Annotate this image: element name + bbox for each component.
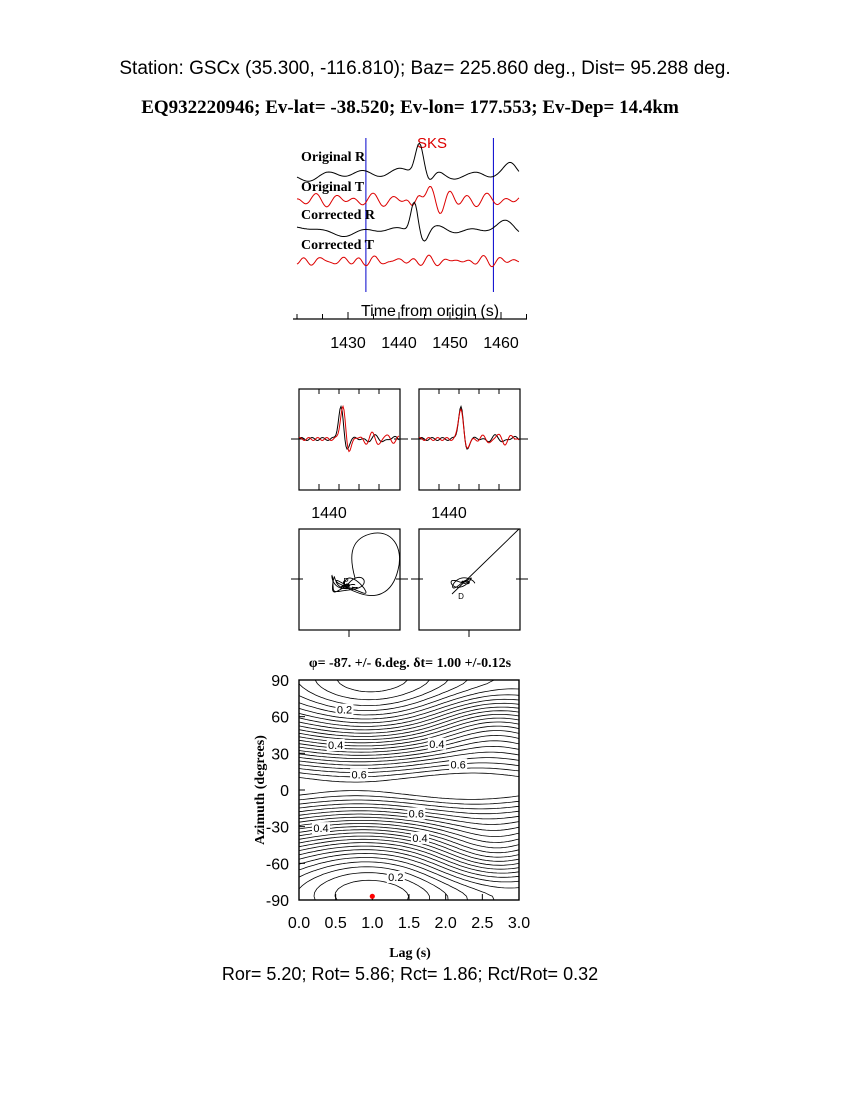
waveform-corrected-r [419, 407, 519, 450]
contour-line [299, 758, 519, 814]
waveform-tick-label-corrected: 1440 [431, 505, 467, 522]
energy-grid-panel [253, 656, 530, 961]
grid-y-tick-label: 0 [280, 783, 289, 800]
waveform-comparison-panels [291, 389, 528, 522]
time-tick-label: 1430 [330, 335, 366, 352]
grid-x-tick-label: 2.5 [471, 915, 494, 932]
waveform-frame-corrected [419, 389, 520, 490]
contour-line [299, 763, 519, 809]
particle-frame-corrected [419, 529, 520, 630]
trace-label-corrected-r: Corrected R [301, 208, 375, 223]
time-tick-label: 1460 [483, 335, 519, 352]
waveform-tick-label-original: 1440 [311, 505, 347, 522]
best-fit-marker [370, 894, 375, 899]
grid-y-tick-label: -30 [265, 819, 289, 837]
contour-line [299, 714, 519, 861]
particle-ticks [291, 579, 528, 637]
contour-label: 0.6 [450, 759, 466, 772]
trace-label-original-r: Original R [301, 150, 366, 165]
grid-y-tick-label: -90 [265, 893, 289, 910]
particle-motion-corrected [451, 529, 519, 594]
contour-lines [299, 680, 519, 900]
contour-label: 0.4 [412, 832, 428, 845]
grid-x-tick-label: 1.0 [361, 915, 384, 932]
contour-label: 0.2 [388, 872, 404, 884]
trace-label-original-t: Original T [301, 180, 365, 195]
grid-ylabel: Azimuth (degrees) [253, 735, 268, 845]
grid-x-tick-label: 0.0 [287, 915, 311, 932]
contour-label: 0.2 [336, 704, 353, 717]
grid-x-tick-label: 1.5 [397, 915, 421, 932]
waveform-corrected-t [419, 409, 519, 448]
contour-label: 0.4 [328, 740, 344, 752]
grid-y-tick-label: 90 [271, 673, 289, 690]
particle-frame-original [299, 529, 400, 630]
waveform-original-r [299, 407, 399, 450]
contour-label: 0.6 [351, 769, 367, 782]
grid-y-tick-label: -60 [265, 856, 289, 874]
contour-line [299, 699, 519, 877]
time-tick-label: 1450 [432, 335, 468, 352]
contour-line [299, 773, 519, 799]
grid-x-tick-label: 3.0 [507, 915, 531, 932]
particle-marker-original: P [343, 577, 349, 586]
particle-motion-original [332, 533, 400, 596]
contour-label: 0.4 [429, 738, 445, 751]
contour-label: 0.4 [313, 823, 329, 836]
seismogram-panel [293, 135, 527, 352]
particle-marker-corrected: D [458, 592, 464, 601]
station-info: Station: GSCx (35.300, -116.810); Baz= 225.860 deg., Dist= 95.288 deg. [119, 58, 731, 79]
time-axis-label: Time from origin (s) [360, 303, 500, 320]
phase-label: SKS [416, 135, 448, 152]
waveform-frame-original [299, 389, 400, 490]
energy-ratios: Ror= 5.20; Rot= 5.86; Rct= 1.86; Rct/Rot= 0.32 [221, 964, 599, 984]
grid-x-tick-label: 0.5 [324, 915, 347, 932]
grid-title: φ= -87. +/- 6.deg. δt= 1.00 +/-0.12s [308, 656, 512, 671]
grid-frame [299, 680, 519, 900]
trace-label-corrected-t: Corrected T [301, 238, 374, 253]
grid-y-tick-label: 30 [271, 746, 289, 764]
event-info: EQ932220946; Ev-lat= -38.520; Ev-lon= 177.553; Ev-Dep= 14.4km [141, 97, 679, 118]
contour-label-group [312, 704, 467, 884]
grid-y-tick-label: 60 [271, 709, 289, 727]
grid-xlabel: Lag (s) [389, 946, 431, 961]
time-tick-label: 1440 [381, 335, 417, 352]
contour-label: 0.6 [408, 808, 424, 821]
trace-corrected-t [297, 255, 519, 266]
grid-x-tick-label: 2.0 [434, 915, 457, 932]
particle-motion-panels [291, 529, 528, 637]
waveform-original-t [299, 406, 399, 451]
